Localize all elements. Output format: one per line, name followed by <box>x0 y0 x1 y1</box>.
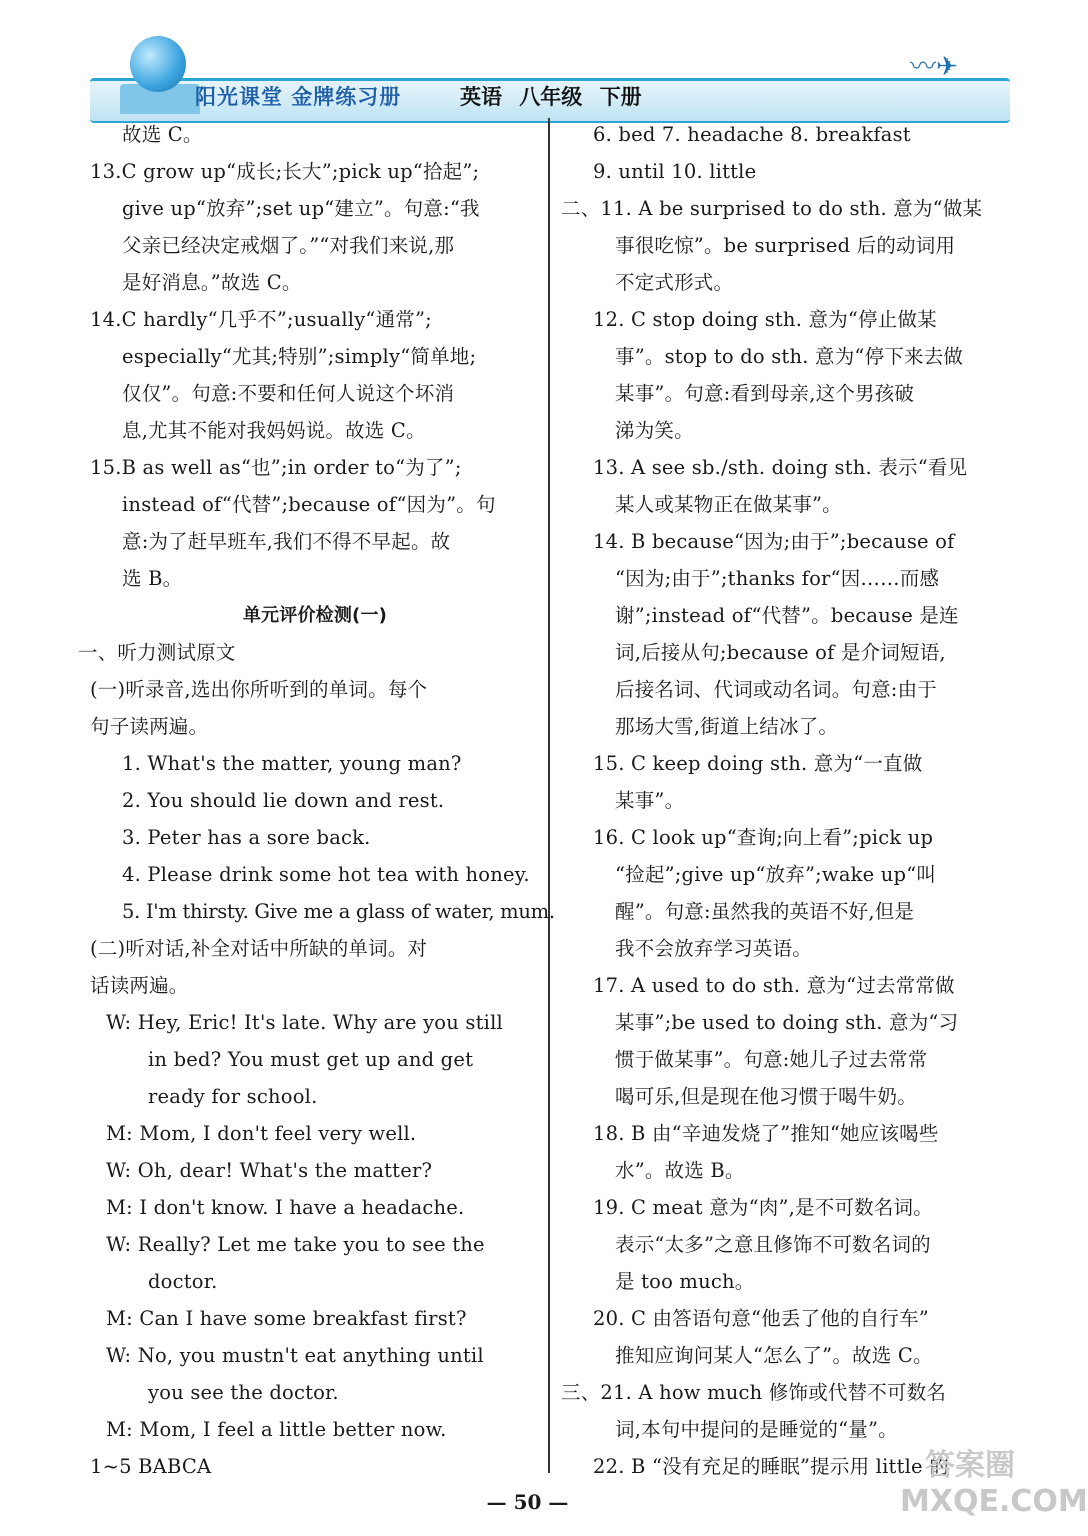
text-line: 22. B “没有充足的睡眠”提示用 little 的 <box>593 1455 949 1478</box>
page-header <box>80 28 1015 112</box>
dialogue-line: in bed? You must get up and get <box>148 1048 474 1071</box>
book-subtitle: 英语 八年级 下册 <box>460 85 642 109</box>
text-line: 喝可乐,但是现在他习惯于喝牛奶。 <box>615 1085 917 1108</box>
text-line: 14. B because“因为;由于”;because of <box>593 530 955 553</box>
dialogue-line: ready for school. <box>148 1085 318 1108</box>
text-line: 词,后接从句;because of 是介词短语, <box>615 641 946 664</box>
text-line: 推知应询问某人“怎么了”。故选 C。 <box>615 1344 933 1367</box>
text-line: 涕为笑。 <box>615 419 694 442</box>
text-line: 18. B 由“辛迪发烧了”推知“她应该喝些 <box>593 1122 939 1145</box>
text-line: 某人或某物正在做某事”。 <box>615 493 842 516</box>
text-line: 三、21. A how much 修饰或代替不可数名 <box>561 1381 947 1404</box>
text-line: 后接名词、代词或动名词。句意:由于 <box>615 678 937 701</box>
text-line: 某事”。句意:看到母亲,这个男孩破 <box>615 382 915 405</box>
right-column <box>561 116 1020 1485</box>
dialogue-line: M: Can I have some breakfast first? <box>106 1307 467 1330</box>
text-line: 19. C meat 意为“肉”,是不可数名词。 <box>593 1196 933 1219</box>
text-line: 9. until 10. little <box>593 160 757 183</box>
text-line: 20. C 由答语句意“他丢了他的自行车” <box>593 1307 929 1330</box>
text-line: 6. bed 7. headache 8. breakfast <box>593 123 911 146</box>
text-line: 息,尤其不能对我妈妈说。故选 C。 <box>122 419 426 442</box>
text-line: 13.C grow up“成长;长大”;pick up“拾起”; <box>90 160 480 183</box>
text-line: 2. You should lie down and rest. <box>122 789 445 812</box>
text-line: 是 too much。 <box>615 1270 755 1293</box>
text-line: 某事”。 <box>615 789 685 812</box>
text-line: 仅仅”。句意:不要和任何人说这个坏消 <box>122 382 455 405</box>
text-line: 是好消息。”故选 C。 <box>122 271 302 294</box>
text-line: 一、听力测试原文 <box>78 641 236 664</box>
text-line: 醒”。句意:虽然我的英语不好,但是 <box>615 900 915 923</box>
text-line: 我不会放弃学习英语。 <box>615 937 813 960</box>
text-line: 谢”;instead of“代替”。because 是连 <box>615 604 959 627</box>
text-line: 某事”;be used to doing sth. 意为“习 <box>615 1011 959 1034</box>
text-line: 那场大雪,街道上结冰了。 <box>615 715 839 738</box>
text-line: instead of“代替”;because of“因为”。句 <box>122 493 496 516</box>
text-line: 事”。stop to do sth. 意为“停下来去做 <box>615 345 964 368</box>
dialogue-line: W: Hey, Eric! It's late. Why are you still <box>106 1011 503 1034</box>
text-line: 13. A see sb./sth. doing sth. 表示“看见 <box>593 456 968 479</box>
page-number: — 50 — <box>486 1490 569 1514</box>
text-line: (二)听对话,补全对话中所缺的单词。对 <box>90 937 428 960</box>
text-line: 4. Please drink some hot tea with honey. <box>122 863 530 886</box>
dialogue-line: M: Mom, I don't feel very well. <box>106 1122 417 1145</box>
text-line: “因为;由于”;thanks for“因……而感 <box>615 567 940 590</box>
text-line: (一)听录音,选出你所听到的单词。每个 <box>90 678 428 701</box>
text-line: 事很吃惊”。be surprised 后的动词用 <box>615 234 956 257</box>
dialogue-line: M: Mom, I feel a little better now. <box>106 1418 447 1441</box>
text-line: 15. C keep doing sth. 意为“一直做 <box>593 752 923 775</box>
watermark-logo: 答案圈 MXQE.COM <box>900 1448 1088 1519</box>
book-title: 阳光课堂 金牌练习册 <box>195 85 402 109</box>
dialogue-line: W: Oh, dear! What's the matter? <box>106 1159 433 1182</box>
text-line: 1. What's the matter, young man? <box>122 752 462 775</box>
text-line: 句子读两遍。 <box>90 715 209 738</box>
text-line: 意:为了赶早班车,我们不得不早起。故 <box>122 530 451 553</box>
text-line: give up“放弃”;set up“建立”。句意:“我 <box>122 197 480 220</box>
dialogue-line: W: No, you mustn't eat anything until <box>106 1344 484 1367</box>
dialogue-line: M: I don't know. I have a headache. <box>106 1196 465 1219</box>
dialogue-line: you see the doctor. <box>148 1381 339 1404</box>
answer-line: 1~5 BABCA <box>90 1455 212 1478</box>
text-line: 15.B as well as“也”;in order to“为了”; <box>90 456 462 479</box>
text-line: 惯于做某事”。句意:她儿子过去常常 <box>615 1048 928 1071</box>
dialogue-line: doctor. <box>148 1270 218 1293</box>
birds-icon: 〰✈ <box>910 52 958 82</box>
text-line: 选 B。 <box>122 567 183 590</box>
text-line: 水”。故选 B。 <box>615 1159 745 1182</box>
book-logo-icon <box>120 32 200 116</box>
text-line: 故选 C。 <box>122 123 203 146</box>
text-line: 14.C hardly“几乎不”;usually“通常”; <box>90 308 432 331</box>
text-line: “捡起”;give up“放弃”;wake up“叫 <box>615 863 937 886</box>
section-heading: 单元评价检测(一) <box>242 605 388 626</box>
text-line: 12. C stop doing sth. 意为“停止做某 <box>593 308 937 331</box>
text-line: 表示“太多”之意且修饰不可数名词的 <box>615 1233 931 1256</box>
text-line: especially“尤其;特别”;simply“简单地; <box>122 345 477 368</box>
text-line: 词,本句中提问的是睡觉的“量”。 <box>615 1418 898 1441</box>
text-line: 父亲已经决定戒烟了。”“对我们来说,那 <box>122 234 455 257</box>
text-line: 话读两遍。 <box>90 974 189 997</box>
left-column <box>78 116 555 1485</box>
text-line: 3. Peter has a sore back. <box>122 826 371 849</box>
text-line: 5. I'm thirsty. Give me a glass of water, mum. <box>122 900 555 923</box>
text-line: 17. A used to do sth. 意为“过去常常做 <box>593 974 955 997</box>
text-line: 不定式形式。 <box>615 271 734 294</box>
text-line: 16. C look up“查询;向上看”;pick up <box>593 826 934 849</box>
column-divider <box>548 118 550 1473</box>
dialogue-line: W: Really? Let me take you to see the <box>106 1233 485 1256</box>
text-line: 二、11. A be surprised to do sth. 意为“做某 <box>561 197 983 220</box>
